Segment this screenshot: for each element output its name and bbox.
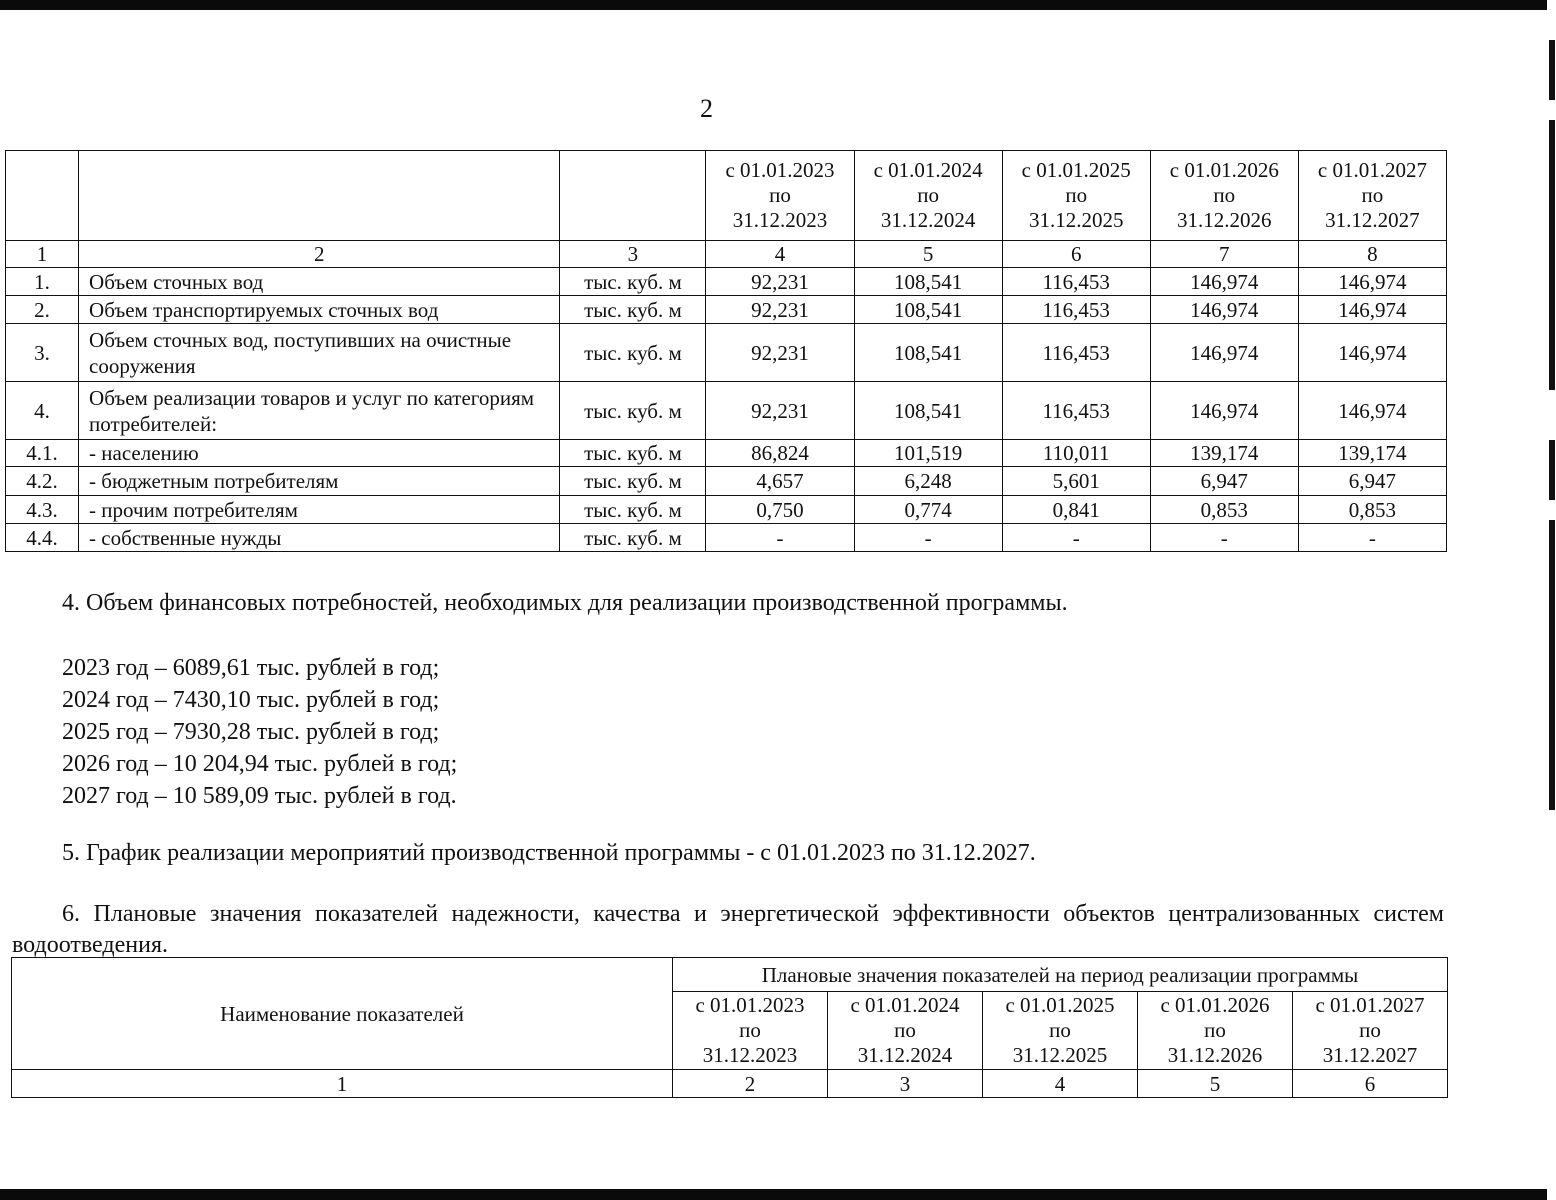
col-number: 7 [1150, 241, 1298, 268]
period-header: с 01.01.2024 по 31.12.2024 [854, 151, 1002, 241]
row-value: - [854, 524, 1002, 552]
period-header: с 01.01.2026 по 31.12.2026 [1150, 151, 1298, 241]
header-cell-num [6, 151, 79, 241]
header-cell-unit [560, 151, 706, 241]
list-item: 2023 год – 6089,61 тыс. рублей в год; [62, 655, 440, 681]
col-number: 5 [854, 241, 1002, 268]
table-row [6, 440, 1447, 467]
row-value: 146,974 [1150, 296, 1298, 324]
row-name: Объем транспортируемых сточных вод [79, 296, 560, 324]
page-number: 2 [700, 94, 713, 123]
row-value: - [1002, 524, 1150, 552]
scan-top-border [0, 0, 1556, 10]
row-value: 108,541 [854, 382, 1002, 440]
row-name: Объем реализации товаров и услуг по категориям потребителей: [79, 382, 560, 440]
row-value: 0,853 [1298, 496, 1446, 524]
period-header: с 01.01.2025 по 31.12.2025 [1002, 151, 1150, 241]
row-value: 116,453 [1002, 324, 1150, 382]
table-row [6, 268, 1447, 296]
row-value: 116,453 [1002, 296, 1150, 324]
row-value: 5,601 [1002, 467, 1150, 496]
row-name: - населению [79, 440, 560, 467]
row-value: 86,824 [706, 440, 854, 467]
row-name: - бюджетным потребителям [79, 467, 560, 496]
row-name: Объем сточных вод [79, 268, 560, 296]
row-number: 4.1. [6, 440, 79, 467]
row-value: 139,174 [1298, 440, 1446, 467]
col-number: 2 [79, 241, 560, 268]
name-header: Наименование показателей [12, 958, 673, 1070]
period-header: с 01.01.2027 по 31.12.2027 [1298, 151, 1446, 241]
period-header: с 01.01.2023 по 31.12.2023 [706, 151, 854, 241]
row-value: 6,248 [854, 467, 1002, 496]
row-number: 4. [6, 382, 79, 440]
row-unit: тыс. куб. м [560, 467, 706, 496]
table-row [6, 296, 1447, 324]
col-number: 1 [12, 1070, 673, 1098]
row-value: 146,974 [1298, 382, 1446, 440]
row-number: 3. [6, 324, 79, 382]
column-number-row [12, 1070, 1448, 1098]
col-number: 8 [1298, 241, 1446, 268]
row-value: - [1298, 524, 1446, 552]
row-number: 4.2. [6, 467, 79, 496]
row-unit: тыс. куб. м [560, 268, 706, 296]
table-row [6, 324, 1447, 382]
period-header: с 01.01.2026 по 31.12.2026 [1138, 992, 1293, 1070]
row-number: 2. [6, 296, 79, 324]
row-value: 92,231 [706, 268, 854, 296]
section-6-title [12, 899, 1444, 961]
row-value: 110,011 [1002, 440, 1150, 467]
list-item: 2026 год – 10 204,94 тыс. рублей в год; [62, 751, 458, 777]
scan-right-edge [1547, 0, 1556, 1200]
volume-table [5, 150, 1447, 552]
row-number: 4.3. [6, 496, 79, 524]
row-value: 108,541 [854, 296, 1002, 324]
row-value: 0,750 [706, 496, 854, 524]
row-value: 146,974 [1150, 268, 1298, 296]
row-unit: тыс. куб. м [560, 440, 706, 467]
col-number: 4 [706, 241, 854, 268]
col-number: 5 [1138, 1070, 1293, 1098]
row-value: 146,974 [1298, 296, 1446, 324]
row-value: 92,231 [706, 324, 854, 382]
row-value: 0,774 [854, 496, 1002, 524]
list-item: 2027 год – 10 589,09 тыс. рублей в год. [62, 783, 457, 809]
period-header: с 01.01.2023 по 31.12.2023 [673, 992, 828, 1070]
indicators-table [11, 957, 1448, 1098]
row-value: 146,974 [1150, 324, 1298, 382]
col-number: 2 [673, 1070, 828, 1098]
row-value: 6,947 [1298, 467, 1446, 496]
header-cell-name [79, 151, 560, 241]
table-row [6, 496, 1447, 524]
row-name: - прочим потребителям [79, 496, 560, 524]
col-number: 3 [560, 241, 706, 268]
row-value: - [706, 524, 854, 552]
row-value: 146,974 [1150, 382, 1298, 440]
row-name: Объем сточных вод, поступивших на очистные сооружения [79, 324, 560, 382]
table-header-row [6, 151, 1447, 241]
table-header-row [12, 958, 1448, 992]
col-number: 4 [983, 1070, 1138, 1098]
row-value: 6,947 [1150, 467, 1298, 496]
row-number: 1. [6, 268, 79, 296]
col-number: 6 [1293, 1070, 1448, 1098]
table-row [6, 382, 1447, 440]
section-4-title: 4. Объем финансовых потребностей, необходимых для реализации производственной программы. [62, 590, 1068, 616]
list-item: 2024 год – 7430,10 тыс. рублей в год; [62, 687, 440, 713]
col-number: 3 [828, 1070, 983, 1098]
row-unit: тыс. куб. м [560, 496, 706, 524]
period-header: с 01.01.2027 по 31.12.2027 [1293, 992, 1448, 1070]
row-unit: тыс. куб. м [560, 296, 706, 324]
row-value: 116,453 [1002, 382, 1150, 440]
col-number: 6 [1002, 241, 1150, 268]
row-value: 146,974 [1298, 268, 1446, 296]
row-value: 108,541 [854, 268, 1002, 296]
row-value: - [1150, 524, 1298, 552]
row-unit: тыс. куб. м [560, 324, 706, 382]
row-unit: тыс. куб. м [560, 524, 706, 552]
row-number: 4.4. [6, 524, 79, 552]
period-header: с 01.01.2025 по 31.12.2025 [983, 992, 1138, 1070]
row-unit: тыс. куб. м [560, 382, 706, 440]
row-value: 0,841 [1002, 496, 1150, 524]
section-6-text: 6. Плановые значения показателей надежности, качества и энергетической эффективности объектов централизованных систем водоотведения. [12, 901, 1444, 958]
list-item: 2025 год – 7930,28 тыс. рублей в год; [62, 719, 440, 745]
column-number-row [6, 241, 1447, 268]
financial-needs-list [62, 652, 457, 812]
period-header: с 01.01.2024 по 31.12.2024 [828, 992, 983, 1070]
group-header: Плановые значения показателей на период реализации программы [673, 958, 1448, 992]
col-number: 1 [6, 241, 79, 268]
row-value: 116,453 [1002, 268, 1150, 296]
row-value: 92,231 [706, 296, 854, 324]
row-value: 101,519 [854, 440, 1002, 467]
section-5-title: 5. График реализации мероприятий производственной программы - с 01.01.2023 по 31.12.2027. [62, 840, 1036, 866]
row-value: 0,853 [1150, 496, 1298, 524]
scan-bottom-border [0, 1189, 1556, 1200]
row-value: 146,974 [1298, 324, 1446, 382]
row-value: 108,541 [854, 324, 1002, 382]
table-row [6, 467, 1447, 496]
row-value: 139,174 [1150, 440, 1298, 467]
table-row [6, 524, 1447, 552]
row-value: 4,657 [706, 467, 854, 496]
row-value: 92,231 [706, 382, 854, 440]
row-name: - собственные нужды [79, 524, 560, 552]
